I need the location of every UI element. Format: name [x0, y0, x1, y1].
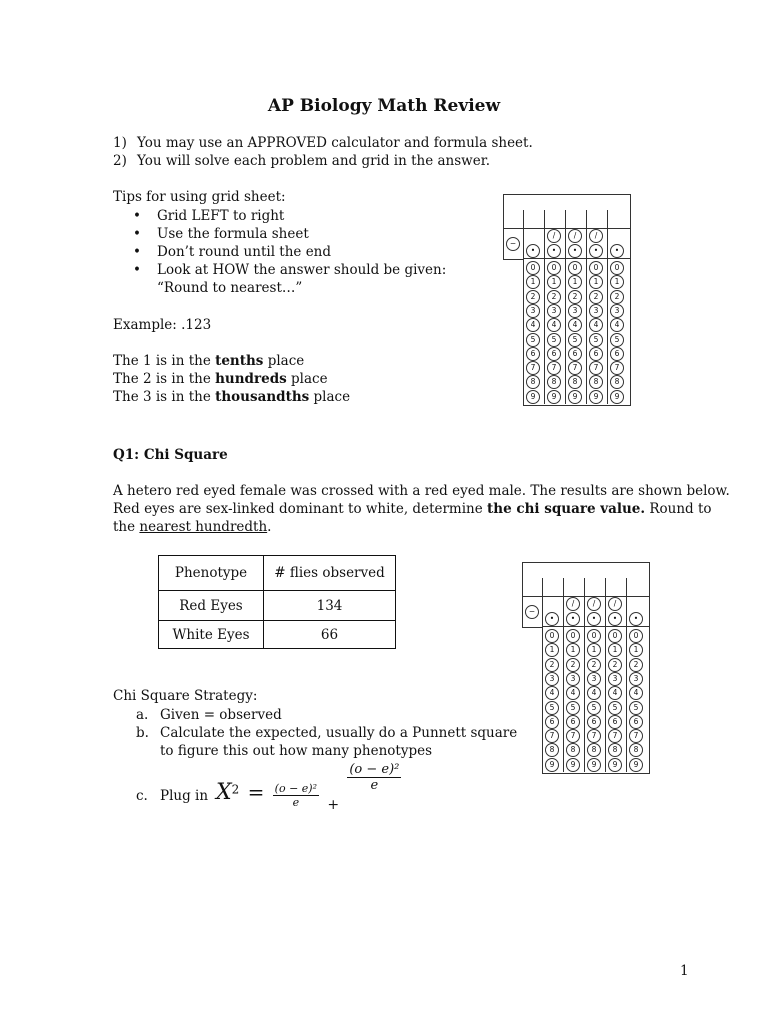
grid-divider	[626, 578, 627, 772]
grid-digit-bubble[interactable]: 9	[610, 390, 624, 404]
grid-digit-bubble[interactable]: 9	[608, 758, 622, 772]
grid-dot-bubble[interactable]: •	[629, 612, 643, 626]
grid-digit-bubble[interactable]: 4	[629, 686, 643, 700]
page-title: AP Biology Math Review	[267, 96, 501, 116]
q1-paragraph-line: Red eyes are sex-linked dominant to white, determine the chi square value. Round to	[113, 501, 712, 517]
grid-digit-bubble[interactable]: 6	[547, 347, 561, 361]
tip-item: • Grid LEFT to right	[133, 208, 285, 224]
grid-digit-bubble[interactable]: 2	[545, 658, 559, 672]
grid-digit-bubble[interactable]: 3	[547, 304, 561, 318]
grid-digit-bubble[interactable]: 6	[589, 347, 603, 361]
grid-digit-bubble[interactable]: 3	[568, 304, 582, 318]
grid-digit-bubble[interactable]: 1	[589, 275, 603, 289]
grid-digit-bubble[interactable]: 1	[568, 275, 582, 289]
example-line: The 3 is in the thousandths place	[113, 389, 351, 405]
grid-digit-bubble[interactable]: 1	[547, 275, 561, 289]
grid-digit-bubble[interactable]: 9	[568, 390, 582, 404]
grid-digit-bubble[interactable]: 6	[587, 715, 601, 729]
grid-dot-bubble[interactable]: •	[547, 244, 561, 258]
grid-digit-bubble[interactable]: 2	[547, 290, 561, 304]
formula-fraction: $\frac{\text{(o − e)²}}{e}$	[349, 762, 400, 793]
grid-digit-bubble[interactable]: 5	[608, 701, 622, 715]
tip-item: • Look at HOW the answer should be given:	[133, 262, 447, 278]
grid-digit-bubble[interactable]: 6	[566, 715, 580, 729]
grid-digit-bubble[interactable]: 4	[566, 686, 580, 700]
grid-digit-bubble[interactable]: 5	[629, 701, 643, 715]
grid-digit-bubble[interactable]: 2	[589, 290, 603, 304]
grid-digit-bubble[interactable]: 9	[526, 390, 540, 404]
grid-digit-bubble[interactable]: 9	[589, 390, 603, 404]
q1-heading: Q1: Chi Square	[113, 447, 228, 463]
grid-digit-bubble[interactable]: 4	[589, 318, 603, 332]
tip-item: • Use the formula sheet	[133, 226, 309, 242]
chi-square-formula: $X^2$ = $\frac{\text{(o − e)²}}{e}$ + $\frac{\text{(o − e)²}}{e}$	[216, 762, 400, 813]
bullet: •	[133, 208, 141, 224]
grid-digit-bubble[interactable]: 5	[587, 701, 601, 715]
grid-digit-bubble[interactable]: 1	[608, 643, 622, 657]
grid-dot-bubble[interactable]: •	[545, 612, 559, 626]
grid-digit-bubble[interactable]: 0	[629, 629, 643, 643]
grid-digit-bubble[interactable]: 0	[587, 629, 601, 643]
grid-digit-bubble[interactable]: 1	[566, 643, 580, 657]
grid-dot-bubble[interactable]: •	[587, 612, 601, 626]
q1-paragraph-line: A hetero red eyed female was crossed with a red eyed male. The results are shown below.	[113, 483, 730, 499]
grid-digit-bubble[interactable]: 9	[566, 758, 580, 772]
grid-digit-bubble[interactable]: 5	[547, 333, 561, 347]
grid-divider	[607, 210, 608, 404]
grid-digit-bubble[interactable]: 0	[526, 261, 540, 275]
grid-dot-bubble[interactable]: •	[568, 244, 582, 258]
bullet: •	[133, 244, 141, 260]
table-cell: White Eyes	[159, 621, 264, 649]
grid-digit-bubble[interactable]: 7	[526, 361, 540, 375]
tip-item: • Don’t round until the end	[133, 244, 332, 260]
grid-slash-bubble[interactable]: /	[587, 597, 601, 611]
rule-1	[113, 134, 533, 152]
grid-digit-bubble[interactable]: 0	[589, 261, 603, 275]
formula-fraction: $\frac{\text{(o − e)²}}{e}$	[274, 782, 318, 809]
grid-digit-bubble[interactable]: 8	[587, 743, 601, 757]
grid-digit-bubble[interactable]: 1	[610, 275, 624, 289]
grid-digit-bubble[interactable]: 6	[610, 347, 624, 361]
bullet: •	[133, 262, 141, 278]
grid-digit-bubble[interactable]: 5	[610, 333, 624, 347]
grid-minus-bubble[interactable]: −	[506, 237, 520, 251]
grid-digit-bubble[interactable]: 2	[526, 290, 540, 304]
grid-digit-bubble[interactable]: 5	[566, 701, 580, 715]
grid-digit-bubble[interactable]: 7	[566, 729, 580, 743]
strategy-item: c. Plug in	[136, 788, 209, 804]
grid-dot-bubble[interactable]: •	[526, 244, 540, 258]
grid-digit-bubble[interactable]: 3	[610, 304, 624, 318]
grid-divider	[586, 210, 587, 404]
grid-digit-bubble[interactable]: 0	[610, 261, 624, 275]
grid-digit-bubble[interactable]: 1	[545, 643, 559, 657]
page-number: 1	[680, 963, 689, 979]
grid-digit-bubble[interactable]: 5	[545, 701, 559, 715]
grid-divider	[544, 210, 545, 404]
grid-divider	[605, 578, 606, 772]
grid-digit-bubble[interactable]: 0	[545, 629, 559, 643]
grid-digit-bubble[interactable]: 8	[610, 375, 624, 389]
q1-paragraph-line: the nearest hundredth.	[113, 519, 272, 535]
grid-digit-bubble[interactable]: 7	[589, 361, 603, 375]
grid-slash-bubble[interactable]: /	[589, 229, 603, 243]
grid-digit-bubble[interactable]: 3	[545, 672, 559, 686]
grid-digit-bubble[interactable]: 8	[568, 375, 582, 389]
grid-digit-bubble[interactable]: 5	[589, 333, 603, 347]
example-line: The 2 is in the hundreds place	[113, 371, 328, 387]
grid-digit-bubble[interactable]: 9	[587, 758, 601, 772]
grid-digit-bubble[interactable]: 2	[566, 658, 580, 672]
grid-digit-bubble[interactable]: 5	[568, 333, 582, 347]
grid-slash-bubble[interactable]: /	[568, 229, 582, 243]
grid-digit-bubble[interactable]: 8	[526, 375, 540, 389]
grid-digit-bubble[interactable]: 4	[587, 686, 601, 700]
grid-minus-bubble[interactable]: −	[525, 605, 539, 619]
grid-digit-bubble[interactable]: 2	[608, 658, 622, 672]
grid-dot-bubble[interactable]: •	[589, 244, 603, 258]
grid-digit-bubble[interactable]: 7	[568, 361, 582, 375]
grid-digit-bubble[interactable]: 8	[566, 743, 580, 757]
grid-digit-bubble[interactable]: 1	[587, 643, 601, 657]
grid-digit-bubble[interactable]: 3	[629, 672, 643, 686]
rule-number: 1)	[113, 135, 127, 151]
grid-digit-bubble[interactable]: 7	[629, 729, 643, 743]
grid-digit-bubble[interactable]: 4	[608, 686, 622, 700]
grid-slash-bubble[interactable]: /	[608, 597, 622, 611]
table-cell: 66	[264, 621, 396, 649]
grid-digit-bubble[interactable]: 7	[545, 729, 559, 743]
rule-text: You will solve each problem and grid in the answer.	[137, 153, 490, 169]
grid-digit-bubble[interactable]: 0	[566, 629, 580, 643]
grid-digit-bubble[interactable]: 3	[566, 672, 580, 686]
grid-digit-bubble[interactable]: 9	[545, 758, 559, 772]
tip-continuation: “Round to nearest…”	[157, 280, 303, 296]
grid-digit-bubble[interactable]: 4	[568, 318, 582, 332]
grid-digit-bubble[interactable]: 2	[587, 658, 601, 672]
grid-digit-bubble[interactable]: 3	[608, 672, 622, 686]
grid-slash-bubble[interactable]: /	[547, 229, 561, 243]
table-header: # flies observed	[264, 556, 396, 591]
grid-digit-bubble[interactable]: 2	[629, 658, 643, 672]
grid-digit-bubble[interactable]: 2	[610, 290, 624, 304]
grid-dot-bubble[interactable]: •	[610, 244, 624, 258]
grid-digit-bubble[interactable]: 3	[589, 304, 603, 318]
rule-text: You may use an APPROVED calculator and formula sheet.	[137, 135, 533, 151]
grid-divider	[523, 210, 524, 258]
grid-digit-bubble[interactable]: 0	[608, 629, 622, 643]
grid-digit-bubble[interactable]: 3	[526, 304, 540, 318]
grid-digit-bubble[interactable]: 6	[526, 347, 540, 361]
grid-digit-bubble[interactable]: 4	[526, 318, 540, 332]
grid-digit-bubble[interactable]: 8	[589, 375, 603, 389]
grid-digit-bubble[interactable]: 7	[547, 361, 561, 375]
table-cell: 134	[264, 591, 396, 621]
table-row	[159, 591, 396, 621]
rule-number: 2)	[113, 153, 127, 169]
table-row	[159, 621, 396, 649]
grid-digit-bubble[interactable]: 4	[545, 686, 559, 700]
grid-dot-bubble[interactable]: •	[566, 612, 580, 626]
bullet: •	[133, 226, 141, 242]
tips-heading: Tips for using grid sheet:	[113, 189, 286, 205]
grid-divider	[542, 578, 543, 626]
example-label: Example: .123	[113, 317, 212, 333]
grid-digit-bubble[interactable]: 6	[629, 715, 643, 729]
grid-digit-bubble[interactable]: 8	[545, 743, 559, 757]
strategy-item: b. Calculate the expected, usually do a Punnett square	[136, 725, 518, 741]
phenotype-table	[158, 555, 396, 649]
grid-digit-bubble[interactable]: 0	[568, 261, 582, 275]
grid-digit-bubble[interactable]: 1	[526, 275, 540, 289]
table-cell: Red Eyes	[159, 591, 264, 621]
grid-digit-bubble[interactable]: 1	[629, 643, 643, 657]
grid-digit-bubble[interactable]: 7	[610, 361, 624, 375]
grid-divider	[563, 578, 564, 772]
example-line: The 1 is in the tenths place	[113, 353, 305, 369]
grid-digit-bubble[interactable]: 8	[629, 743, 643, 757]
grid-digit-bubble[interactable]: 2	[568, 290, 582, 304]
grid-digit-bubble[interactable]: 6	[568, 347, 582, 361]
strategy-item: a. Given = observed	[136, 707, 282, 723]
grid-divider	[565, 210, 566, 404]
grid-divider	[584, 578, 585, 772]
grid-digit-bubble[interactable]: 4	[547, 318, 561, 332]
grid-slash-bubble[interactable]: /	[566, 597, 580, 611]
grid-digit-bubble[interactable]: 9	[629, 758, 643, 772]
grid-digit-bubble[interactable]: 6	[608, 715, 622, 729]
grid-digit-bubble[interactable]: 6	[545, 715, 559, 729]
grid-digit-bubble[interactable]: 7	[608, 729, 622, 743]
grid-dot-bubble[interactable]: •	[608, 612, 622, 626]
rule-2	[113, 152, 490, 170]
grid-digit-bubble[interactable]: 8	[608, 743, 622, 757]
formula-lhs: X	[216, 780, 232, 805]
grid-digit-bubble[interactable]: 9	[547, 390, 561, 404]
grid-digit-bubble[interactable]: 8	[547, 375, 561, 389]
grid-digit-bubble[interactable]: 4	[610, 318, 624, 332]
grid-digit-bubble[interactable]: 5	[526, 333, 540, 347]
table-header: Phenotype	[159, 556, 264, 591]
strategy-heading: Chi Square Strategy:	[113, 688, 258, 704]
grid-digit-bubble[interactable]: 7	[587, 729, 601, 743]
grid-digit-bubble[interactable]: 3	[587, 672, 601, 686]
strategy-item: to figure this out how many phenotypes	[160, 743, 433, 759]
grid-digit-bubble[interactable]: 0	[547, 261, 561, 275]
